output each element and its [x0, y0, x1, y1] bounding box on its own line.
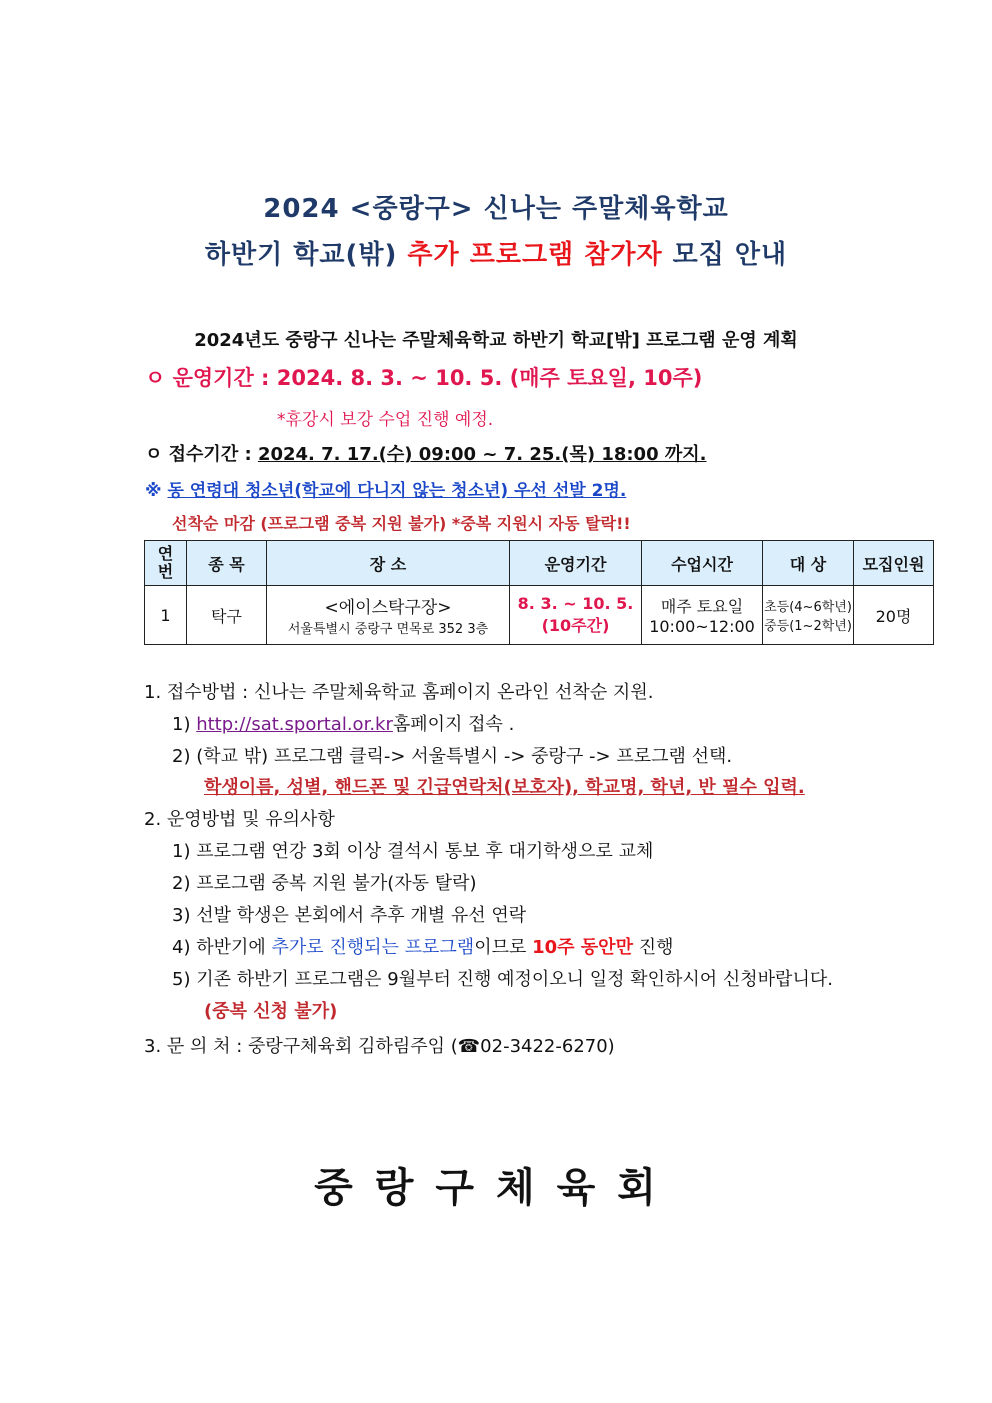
cell-capacity: 20명 [854, 586, 934, 645]
venue-name: <에이스탁구장> [324, 598, 452, 618]
reception-period [145, 440, 707, 466]
operation-period: ㅇ 운영기간 : 2024. 8. 3. ~ 10. 5. (매주 토요일, 10주) [145, 366, 703, 390]
cell-no: 1 [145, 586, 187, 645]
note4-e: 진행 [632, 937, 674, 958]
application-step-1 [172, 710, 514, 736]
cell-venue [267, 586, 510, 645]
cell-time [642, 586, 763, 645]
note-mark: ※ [145, 481, 168, 501]
youth-priority-note [145, 476, 626, 501]
homepage-link[interactable]: http://sat.sportal.or.kr [196, 714, 393, 735]
note4-weeks: 10주 동안만 [532, 937, 633, 958]
reception-value: 2024. 7. 17.(수) 09:00 ~ 7. 25.(목) 18:00 까지. [257, 444, 707, 465]
period-dates: 8. 3. ~ 10. 5. [517, 594, 634, 613]
note4-a: 4) 하반기에 [172, 937, 272, 958]
header-venue: 장 소 [267, 541, 510, 586]
header-sport: 종 목 [187, 541, 267, 586]
table-row [145, 586, 934, 645]
page-title-line1: 2024 <중랑구> 신나는 주말체육학교 [263, 194, 729, 224]
venue-address: 서울특별시 중랑구 면목로 352 3층 [287, 622, 489, 637]
note4-c: 이므로 [474, 937, 533, 958]
section-contact: 3. 문 의 처 : 중랑구체육회 김하림주임 (☎02-3422-6270) [144, 1036, 615, 1057]
first-come-note: 선착순 마감 (프로그램 중복 지원 불가) *중복 지원시 자동 탈락!! [172, 514, 631, 533]
program-table [144, 540, 934, 645]
cell-sport: 탁구 [187, 586, 267, 645]
time-hours: 10:00~12:00 [649, 617, 755, 636]
target-elementary: 초등(4~6학년) [764, 600, 852, 615]
header-no: 연 번 [145, 541, 187, 586]
plan-title: 2024년도 중랑구 신나는 주말체육학교 하반기 학교[밖] 프로그램 운영 계획 [194, 330, 798, 351]
cell-target [763, 586, 854, 645]
required-fields-note: 학생이름, 성별, 핸드폰 및 긴급연락처(보호자), 학교명, 학년, 반 필수 입력. [204, 777, 805, 798]
operation-note: *휴강시 보강 수업 진행 예정. [277, 410, 494, 430]
note-item-4 [172, 933, 673, 959]
header-capacity: 모집인원 [854, 541, 934, 586]
note-item-3: 3) 선발 학생은 본회에서 추후 개별 유선 연락 [172, 905, 527, 926]
target-middle: 중등(1~2학년) [764, 619, 852, 634]
youth-priority-text: 동 연령대 청소년(학교에 다니지 않는 청소년) 우선 선발 2명. [167, 481, 627, 501]
organization-name: 중랑구체육회 [314, 1165, 678, 1211]
step-text: 홈페이지 접속 . [392, 714, 515, 735]
title-part-c: 모집 안내 [662, 240, 788, 270]
note-item-1: 1) 프로그램 연강 3회 이상 결석시 통보 후 대기학생으로 교체 [172, 841, 654, 862]
table-header-row [145, 541, 934, 586]
header-target: 대 상 [763, 541, 854, 586]
reception-label: ㅇ 접수기간 : [145, 444, 258, 465]
note-item-2: 2) 프로그램 중복 지원 불가(자동 탈락) [172, 873, 477, 894]
title-part-highlight: 추가 프로그램 참가자 [407, 240, 663, 270]
section-application-method: 1. 접수방법 : 신나는 주말체육학교 홈페이지 온라인 선착순 지원. [144, 682, 654, 703]
period-weeks: (10주간) [541, 616, 610, 635]
time-day: 매주 토요일 [660, 597, 744, 616]
application-step-2: 2) (학교 밖) 프로그램 클릭-> 서울특별시 -> 중랑구 -> 프로그램 선택. [172, 746, 733, 767]
note-item-5: 5) 기존 하반기 프로그램은 9월부터 진행 예정이오니 일정 확인하시어 신청바랍니다. [172, 969, 833, 990]
step-number: 1) [172, 714, 197, 735]
note4-additional: 추가로 진행되는 프로그램 [271, 937, 475, 958]
section-operation-notes: 2. 운영방법 및 유의사항 [144, 809, 335, 830]
header-period: 운영기간 [510, 541, 642, 586]
page-title-line2 [0, 234, 992, 271]
duplicate-warning: (중복 신청 불가) [204, 1001, 338, 1022]
cell-period [510, 586, 642, 645]
header-time: 수업시간 [642, 541, 763, 586]
title-part-a: 하반기 학교(밖) [204, 240, 408, 270]
